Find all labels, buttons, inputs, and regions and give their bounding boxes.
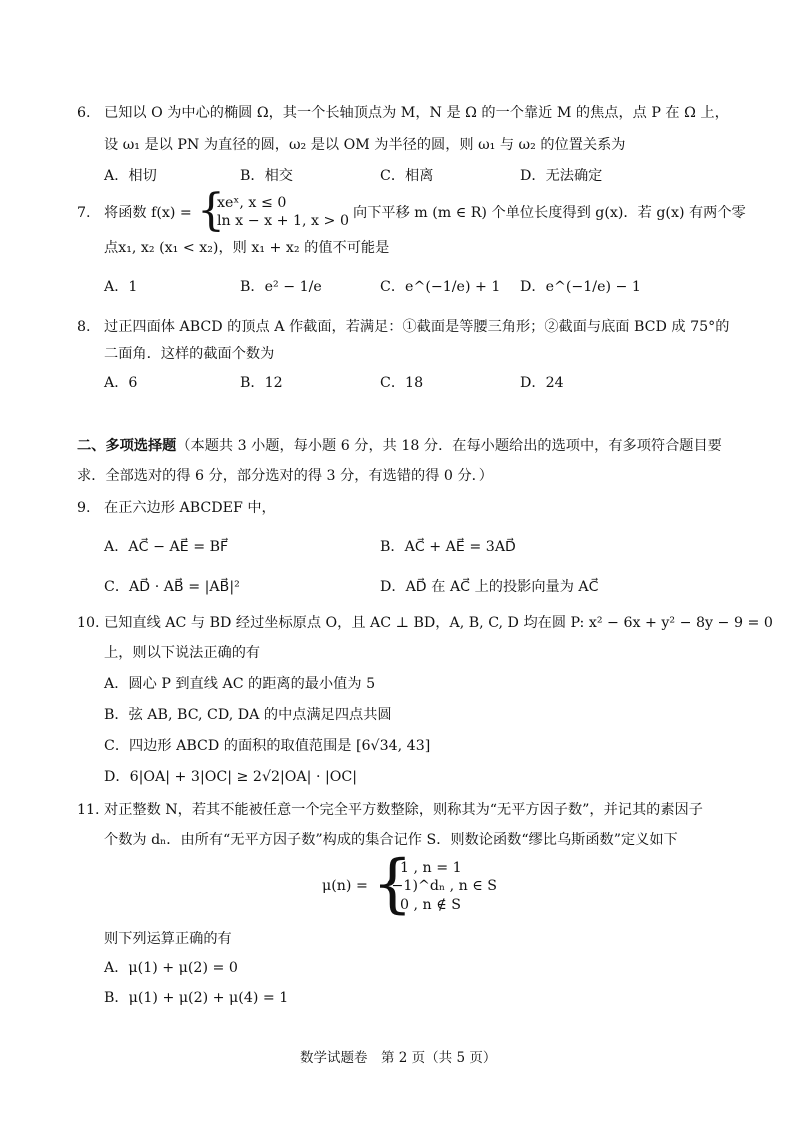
q7-prefix: 将函数 f(x) = <box>104 205 192 221</box>
q11-option-a: A．μ(1) + μ(2) = 0 <box>104 960 238 976</box>
q7-line2: 点x₁, x₂ (x₁ < x₂)，则 x₁ + x₂ 的值不可能是 <box>104 240 390 256</box>
q7-case2: ln x − x + 1, x > 0 <box>217 213 349 229</box>
q9-number: 9. <box>77 500 91 516</box>
q11-brace: { <box>372 847 413 921</box>
q10-number: 10. <box>77 615 100 631</box>
q7-number: 7. <box>77 205 91 221</box>
q10-line1: 已知直线 AC 与 BD 经过坐标原点 O，且 AC ⊥ BD，A, B, C, D 均在圆 P: x² − 6x + y² − 8y − 9 = 0 <box>104 615 773 631</box>
page-footer: 数学试题卷 第 2 页（共 5 页） <box>300 1050 497 1066</box>
q11-case2: (−1)^dₙ , n ∈ S <box>386 878 497 894</box>
q9-line1: 在正六边形 ABCDEF 中， <box>104 500 276 516</box>
q7-brace: { <box>197 185 225 236</box>
q11-case1: 1 , n = 1 <box>400 860 462 876</box>
q11-line1: 对正整数 N，若其不能被任意一个完全平方数整除，则称其为“无平方因子数”，并记其的素因子 <box>104 802 703 818</box>
q10-option-d: D．6|OA| + 3|OC| ≥ 2√2|OA| · |OC| <box>104 769 358 785</box>
q8-number: 8. <box>77 319 91 335</box>
q11-mu-label: μ(n) = <box>322 878 368 894</box>
q8-option-b: B．12 <box>240 375 283 391</box>
section2-desc2: 求．全部选对的得 6 分，部分选对的得 3 分，有选错的得 0 分．） <box>77 468 493 484</box>
q7-case1: xeˣ, x ≤ 0 <box>217 195 287 211</box>
q9-option-b: B．AC⃗ + AE⃗ = 3AD⃗ <box>380 539 516 555</box>
q6-line1: 已知以 O 为中心的椭圆 Ω，其一个长轴顶点为 M，N 是 Ω 的一个靠近 M 的焦点，点 P 在 Ω 上， <box>104 105 729 121</box>
q6-option-b: B．相交 <box>240 168 293 184</box>
q8-line1: 过正四面体 ABCD 的顶点 A 作截面，若满足：①截面是等腰三角形；②截面与底面 BCD 成 75°的 <box>104 319 730 335</box>
q6-option-c: C．相离 <box>380 168 434 184</box>
section2-desc1: （本题共 3 小题，每小题 6 分，共 18 分．在每小题给出的选项中，有多项符合题目要 <box>176 438 722 454</box>
q11-option-b: B．μ(1) + μ(2) + μ(4) = 1 <box>104 990 289 1006</box>
q9-option-c: C．AD⃗ · AB⃗ = |AB⃗|² <box>104 579 240 595</box>
q8-option-c: C．18 <box>380 375 424 391</box>
q10-option-b: B．弦 AB, BC, CD, DA 的中点满足四点共圆 <box>104 707 392 723</box>
q11-number: 11. <box>77 802 100 818</box>
q11-line3: 则下列运算正确的有 <box>104 931 232 947</box>
q8-option-a: A．6 <box>104 375 138 391</box>
q7-option-d: D．e^(−1/e) − 1 <box>520 279 641 295</box>
q9-option-d: D．AD⃗ 在 AC⃗ 上的投影向量为 AC⃗ <box>380 579 599 595</box>
q7-option-a: A．1 <box>104 279 138 295</box>
q7-post: 向下平移 m (m ∈ R) 个单位长度得到 g(x)．若 g(x) 有两个零 <box>353 205 746 221</box>
section2-heading <box>77 436 722 456</box>
q10-line2: 上，则以下说法正确的有 <box>104 645 261 661</box>
q6-line2: 设 ω₁ 是以 PN 为直径的圆，ω₂ 是以 OM 为半径的圆，则 ω₁ 与 ω₂ 的位置关系为 <box>104 137 626 153</box>
q7-option-b: B．e² − 1/e <box>240 279 322 295</box>
q10-option-c: C．四边形 ABCD 的面积的取值范围是 [6√34, 43] <box>104 738 431 754</box>
q11-line2: 个数为 dₙ．由所有“无平方因子数”构成的集合记作 S．则数论函数“缪比乌斯函数”定义如下 <box>104 832 678 848</box>
q8-option-d: D．24 <box>520 375 564 391</box>
q6-option-a: A．相切 <box>104 168 157 184</box>
q11-case3: 0 , n ∉ S <box>400 897 461 913</box>
q6-option-d: D．无法确定 <box>520 168 603 184</box>
q10-option-a: A．圆心 P 到直线 AC 的距离的最小值为 5 <box>104 676 376 692</box>
q6-number: 6. <box>77 105 91 121</box>
section2-title: 二、多项选择题 <box>77 438 177 454</box>
q9-option-a: A．AC⃗ − AE⃗ = BF⃗ <box>104 539 229 555</box>
q8-line2: 二面角．这样的截面个数为 <box>104 346 275 362</box>
q7-option-c: C．e^(−1/e) + 1 <box>380 279 501 295</box>
